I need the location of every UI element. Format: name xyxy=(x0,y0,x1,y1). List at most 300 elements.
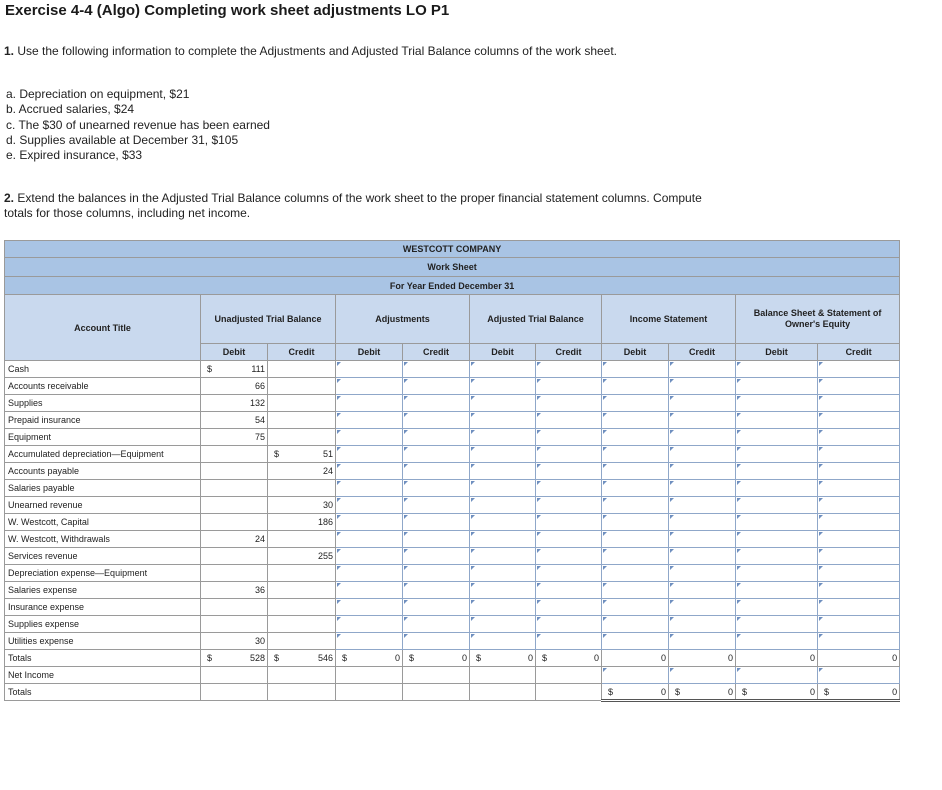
adjustment-debit-input[interactable] xyxy=(336,429,403,446)
unadjusted-tb-header: Unadjusted Trial Balance xyxy=(201,295,336,344)
final-total-value: 0 xyxy=(892,686,898,697)
balance-credit-input[interactable] xyxy=(818,599,900,616)
empty-cell xyxy=(268,684,336,701)
unadjusted-credit-amount: 30 xyxy=(322,500,333,510)
adjusted-credit-input[interactable] xyxy=(536,446,602,463)
adjusted-credit-input[interactable] xyxy=(536,582,602,599)
empty-cell xyxy=(403,667,470,684)
final-total xyxy=(602,684,669,701)
balance-debit-input[interactable] xyxy=(736,548,818,565)
adjustment-credit-input[interactable] xyxy=(403,599,470,616)
adjusted-credit-input[interactable] xyxy=(536,633,602,650)
unadjusted-debit-value xyxy=(201,480,268,497)
table-row xyxy=(5,531,900,548)
income-debit-input[interactable] xyxy=(602,531,669,548)
balance-debit-input[interactable] xyxy=(736,599,818,616)
balance-debit-input[interactable] xyxy=(736,446,818,463)
adjustment-debit-input[interactable] xyxy=(336,633,403,650)
empty-cell xyxy=(268,667,336,684)
credit-column-header: Credit xyxy=(268,344,336,361)
adjustment-credit-input[interactable] xyxy=(403,480,470,497)
unadjusted-credit-value xyxy=(268,480,336,497)
adjustment-debit-input[interactable] xyxy=(336,412,403,429)
adjusted-debit-input[interactable] xyxy=(470,531,536,548)
table-row xyxy=(5,514,900,531)
income-credit-input[interactable] xyxy=(669,480,736,497)
question-1-text: Use the following information to complete the Adjustments and Adjusted Trial Balance columns of the work sheet. xyxy=(14,44,618,58)
account-name: W. Westcott, Withdrawals xyxy=(5,531,201,548)
column-total-value: 0 xyxy=(593,653,599,663)
column-total-value: 0 xyxy=(809,653,815,663)
account-name: Services revenue xyxy=(5,548,201,565)
adjustment-credit-input[interactable] xyxy=(403,633,470,650)
empty-cell xyxy=(536,667,602,684)
adjustment-debit-input[interactable] xyxy=(336,514,403,531)
unadjusted-debit-value xyxy=(201,514,268,531)
adjusted-debit-input[interactable] xyxy=(470,633,536,650)
income-debit-input[interactable] xyxy=(602,582,669,599)
credit-column-header: Credit xyxy=(818,344,900,361)
unadjusted-debit-amount: 24 xyxy=(254,534,265,544)
final-totals-label: Totals xyxy=(5,684,201,701)
balance-credit-input[interactable] xyxy=(818,463,900,480)
unadjusted-credit-value xyxy=(268,616,336,633)
unadjusted-credit-value xyxy=(268,446,336,463)
table-row xyxy=(5,548,900,565)
net-income-row xyxy=(5,667,900,684)
column-total xyxy=(536,650,602,667)
balance-credit-input[interactable] xyxy=(818,429,900,446)
adjustment-credit-input[interactable] xyxy=(403,514,470,531)
income-statement-header: Income Statement xyxy=(602,295,736,344)
final-total-value: 0 xyxy=(809,686,815,697)
unadjusted-debit-value xyxy=(201,463,268,480)
column-total-value: 0 xyxy=(660,653,666,663)
balance-credit-input[interactable] xyxy=(818,412,900,429)
adjusted-credit-input[interactable] xyxy=(536,565,602,582)
account-name: Cash xyxy=(5,361,201,378)
unadjusted-credit-value xyxy=(268,565,336,582)
adjustment-debit-input[interactable] xyxy=(336,616,403,633)
dollar-sign: $ xyxy=(274,449,280,459)
unadjusted-debit-value xyxy=(201,378,268,395)
unadjusted-debit-amount: 75 xyxy=(254,432,265,442)
balance-debit-input[interactable] xyxy=(736,463,818,480)
column-total-value: 0 xyxy=(892,653,898,663)
dollar-sign: $ xyxy=(542,653,548,663)
adjusted-credit-input[interactable] xyxy=(536,395,602,412)
unadjusted-debit-amount: 54 xyxy=(254,415,265,425)
adjusted-debit-input[interactable] xyxy=(470,548,536,565)
adjusted-debit-input[interactable] xyxy=(470,565,536,582)
unadjusted-debit-value xyxy=(201,412,268,429)
table-row xyxy=(5,378,900,395)
table-row xyxy=(5,361,900,378)
income-debit-input[interactable] xyxy=(602,548,669,565)
unadjusted-credit-value xyxy=(268,412,336,429)
adjustment-debit-input[interactable] xyxy=(336,548,403,565)
adjusted-credit-input[interactable] xyxy=(536,531,602,548)
account-name: Utilities expense xyxy=(5,633,201,650)
unadjusted-credit-value xyxy=(268,497,336,514)
adjustment-debit-input[interactable] xyxy=(336,531,403,548)
unadjusted-debit-amount: 30 xyxy=(254,636,265,646)
final-total-value: 0 xyxy=(727,686,733,697)
unadjusted-credit-value xyxy=(268,463,336,480)
credit-column-header: Credit xyxy=(669,344,736,361)
balance-debit-input[interactable] xyxy=(736,582,818,599)
balance-sheet-header: Balance Sheet & Statement of Owner's Equity xyxy=(736,295,900,344)
debit-column-header: Debit xyxy=(201,344,268,361)
adjusted-debit-input[interactable] xyxy=(470,599,536,616)
unadjusted-debit-value xyxy=(201,582,268,599)
page-title: Exercise 4-4 (Algo) Completing work sheet adjustments LO P1 xyxy=(5,2,450,19)
work-sheet-table xyxy=(4,240,900,702)
column-total-value: 546 xyxy=(317,653,333,663)
unadjusted-debit-value xyxy=(201,361,268,378)
income-credit-input[interactable] xyxy=(669,463,736,480)
question-1-number: 1. xyxy=(4,44,15,58)
table-row xyxy=(5,463,900,480)
dollar-sign: $ xyxy=(824,687,830,697)
income-debit-input[interactable] xyxy=(602,446,669,463)
adjusted-credit-input[interactable] xyxy=(536,361,602,378)
table-row xyxy=(5,395,900,412)
account-name: Equipment xyxy=(5,429,201,446)
balance-credit-input[interactable] xyxy=(818,633,900,650)
balance-debit-input[interactable] xyxy=(736,361,818,378)
debit-column-header: Debit xyxy=(336,344,403,361)
income-credit-input[interactable] xyxy=(669,361,736,378)
adjustment-debit-input[interactable] xyxy=(336,599,403,616)
unadjusted-debit-value xyxy=(201,395,268,412)
totals-row xyxy=(5,650,900,667)
income-debit-input[interactable] xyxy=(602,599,669,616)
empty-cell xyxy=(336,667,403,684)
adjustment-debit-input[interactable] xyxy=(336,480,403,497)
adjusted-credit-input[interactable] xyxy=(536,497,602,514)
balance-debit-input[interactable] xyxy=(736,514,818,531)
adjusted-credit-input[interactable] xyxy=(536,548,602,565)
dollar-sign: $ xyxy=(207,364,213,374)
net-income-input[interactable] xyxy=(818,667,900,684)
income-debit-input[interactable] xyxy=(602,514,669,531)
dollar-sign: $ xyxy=(608,687,614,697)
account-name: Supplies expense xyxy=(5,616,201,633)
adjusted-debit-input[interactable] xyxy=(470,446,536,463)
adjusted-debit-input[interactable] xyxy=(470,395,536,412)
unadjusted-credit-value xyxy=(268,514,336,531)
income-credit-input[interactable] xyxy=(669,412,736,429)
account-title-header: Account Title xyxy=(5,295,201,361)
adjusted-debit-input[interactable] xyxy=(470,429,536,446)
unadjusted-debit-value xyxy=(201,633,268,650)
income-debit-input[interactable] xyxy=(602,361,669,378)
column-total-value: 0 xyxy=(527,653,533,663)
income-credit-input[interactable] xyxy=(669,633,736,650)
unadjusted-debit-value xyxy=(201,548,268,565)
income-debit-input[interactable] xyxy=(602,429,669,446)
income-credit-input[interactable] xyxy=(669,378,736,395)
final-total xyxy=(818,684,900,701)
balance-debit-input[interactable] xyxy=(736,531,818,548)
dollar-sign: $ xyxy=(742,687,748,697)
account-name: Supplies xyxy=(5,395,201,412)
adjustment-credit-input[interactable] xyxy=(403,548,470,565)
income-credit-input[interactable] xyxy=(669,565,736,582)
table-row xyxy=(5,599,900,616)
dollar-sign: $ xyxy=(409,653,415,663)
income-credit-input[interactable] xyxy=(669,497,736,514)
income-credit-input[interactable] xyxy=(669,395,736,412)
adjusted-credit-input[interactable] xyxy=(536,463,602,480)
income-debit-input[interactable] xyxy=(602,616,669,633)
unadjusted-credit-amount: 24 xyxy=(322,466,333,476)
empty-cell xyxy=(403,684,470,701)
adjustment-info-list xyxy=(6,87,270,163)
adjusted-debit-input[interactable] xyxy=(470,412,536,429)
adjustment-credit-input[interactable] xyxy=(403,361,470,378)
info-item: c. The $30 of unearned revenue has been earned xyxy=(6,117,270,132)
balance-credit-input[interactable] xyxy=(818,514,900,531)
balance-debit-input[interactable] xyxy=(736,395,818,412)
column-total xyxy=(403,650,470,667)
column-total xyxy=(201,650,268,667)
unadjusted-credit-value xyxy=(268,378,336,395)
income-credit-input[interactable] xyxy=(669,429,736,446)
account-name: Accumulated depreciation—Equipment xyxy=(5,446,201,463)
unadjusted-credit-value xyxy=(268,633,336,650)
balance-credit-input[interactable] xyxy=(818,582,900,599)
empty-cell xyxy=(470,684,536,701)
adjusted-debit-input[interactable] xyxy=(470,361,536,378)
income-credit-input[interactable] xyxy=(669,531,736,548)
table-row xyxy=(5,565,900,582)
income-debit-input[interactable] xyxy=(602,480,669,497)
adjusted-credit-input[interactable] xyxy=(536,429,602,446)
adjustment-credit-input[interactable] xyxy=(403,429,470,446)
unadjusted-debit-amount: 66 xyxy=(254,381,265,391)
sheet-name: Work Sheet xyxy=(5,258,900,277)
balance-debit-input[interactable] xyxy=(736,616,818,633)
balance-credit-input[interactable] xyxy=(818,548,900,565)
table-row xyxy=(5,633,900,650)
adjusted-debit-input[interactable] xyxy=(470,616,536,633)
sheet-period: For Year Ended December 31 xyxy=(5,277,900,295)
question-1 xyxy=(4,44,617,58)
unadjusted-debit-value xyxy=(201,497,268,514)
account-name: Accounts payable xyxy=(5,463,201,480)
totals-label: Totals xyxy=(5,650,201,667)
adjustment-debit-input[interactable] xyxy=(336,361,403,378)
final-total xyxy=(669,684,736,701)
unadjusted-credit-value xyxy=(268,531,336,548)
column-total-value: 0 xyxy=(461,653,467,663)
info-item: a. Depreciation on equipment, $21 xyxy=(6,87,190,101)
credit-column-header: Credit xyxy=(536,344,602,361)
income-debit-input[interactable] xyxy=(602,378,669,395)
dollar-sign: $ xyxy=(342,653,348,663)
column-total-value: 528 xyxy=(249,653,265,663)
balance-debit-input[interactable] xyxy=(736,497,818,514)
account-name: Depreciation expense—Equipment xyxy=(5,565,201,582)
adjustment-credit-input[interactable] xyxy=(403,378,470,395)
adjustment-credit-input[interactable] xyxy=(403,531,470,548)
info-item: b. Accrued salaries, $24 xyxy=(6,102,135,117)
account-name: Accounts receivable xyxy=(5,378,201,395)
balance-debit-input[interactable] xyxy=(736,480,818,497)
adjustment-credit-input[interactable] xyxy=(403,463,470,480)
adjusted-credit-input[interactable] xyxy=(536,378,602,395)
balance-credit-input[interactable] xyxy=(818,395,900,412)
dollar-sign: $ xyxy=(675,687,681,697)
balance-debit-input[interactable] xyxy=(736,633,818,650)
unadjusted-credit-value xyxy=(268,548,336,565)
adjustment-credit-input[interactable] xyxy=(403,565,470,582)
unadjusted-debit-value xyxy=(201,599,268,616)
final-totals-row xyxy=(5,684,900,701)
adjustment-credit-input[interactable] xyxy=(403,497,470,514)
adjusted-credit-input[interactable] xyxy=(536,599,602,616)
empty-cell xyxy=(201,684,268,701)
column-total xyxy=(736,650,818,667)
account-name: Insurance expense xyxy=(5,599,201,616)
unadjusted-credit-amount: 186 xyxy=(317,517,333,527)
final-total-value: 0 xyxy=(660,686,666,697)
column-total xyxy=(336,650,403,667)
income-debit-input[interactable] xyxy=(602,633,669,650)
net-income-label: Net Income xyxy=(5,667,201,684)
unadjusted-debit-amount: 132 xyxy=(249,398,265,408)
adjustment-debit-input[interactable] xyxy=(336,446,403,463)
adjustment-debit-input[interactable] xyxy=(336,497,403,514)
account-name: Unearned revenue xyxy=(5,497,201,514)
company-name: WESTCOTT COMPANY xyxy=(5,241,900,258)
credit-column-header: Credit xyxy=(403,344,470,361)
adjusted-credit-input[interactable] xyxy=(536,616,602,633)
unadjusted-credit-value xyxy=(268,582,336,599)
column-total xyxy=(602,650,669,667)
unadjusted-debit-value xyxy=(201,565,268,582)
adjusted-debit-input[interactable] xyxy=(470,514,536,531)
unadjusted-debit-value xyxy=(201,616,268,633)
unadjusted-credit-value xyxy=(268,599,336,616)
column-total-value: 0 xyxy=(727,653,733,663)
dollar-sign: $ xyxy=(274,653,280,663)
adjustment-debit-input[interactable] xyxy=(336,582,403,599)
empty-cell xyxy=(536,684,602,701)
balance-credit-input[interactable] xyxy=(818,446,900,463)
adjusted-debit-input[interactable] xyxy=(470,582,536,599)
income-debit-input[interactable] xyxy=(602,463,669,480)
adjustment-debit-input[interactable] xyxy=(336,395,403,412)
income-credit-input[interactable] xyxy=(669,514,736,531)
income-credit-input[interactable] xyxy=(669,582,736,599)
account-name: Prepaid insurance xyxy=(5,412,201,429)
income-debit-input[interactable] xyxy=(602,395,669,412)
question-2-text-line1: Extend the balances in the Adjusted Trial Balance columns of the work sheet to the proper financial statement columns. Compute xyxy=(14,191,702,205)
empty-cell xyxy=(470,667,536,684)
adjusted-credit-input[interactable] xyxy=(536,480,602,497)
adjustment-credit-input[interactable] xyxy=(403,616,470,633)
info-item: d. Supplies available at December 31, $105 xyxy=(6,132,239,147)
adjusted-debit-input[interactable] xyxy=(470,463,536,480)
unadjusted-credit-amount: 51 xyxy=(322,449,333,459)
balance-debit-input[interactable] xyxy=(736,378,818,395)
balance-credit-input[interactable] xyxy=(818,378,900,395)
balance-debit-input[interactable] xyxy=(736,429,818,446)
final-total xyxy=(736,684,818,701)
income-credit-input[interactable] xyxy=(669,599,736,616)
adjusted-credit-input[interactable] xyxy=(536,514,602,531)
adjustment-credit-input[interactable] xyxy=(403,412,470,429)
account-name: Salaries expense xyxy=(5,582,201,599)
income-debit-input[interactable] xyxy=(602,565,669,582)
adjusted-tb-header: Adjusted Trial Balance xyxy=(470,295,602,344)
table-row xyxy=(5,480,900,497)
net-income-input[interactable] xyxy=(736,667,818,684)
adjustment-debit-input[interactable] xyxy=(336,565,403,582)
balance-credit-input[interactable] xyxy=(818,497,900,514)
question-2-text-line2: totals for those columns, including net income. xyxy=(4,206,251,220)
column-total xyxy=(470,650,536,667)
unadjusted-debit-value xyxy=(201,446,268,463)
adjusted-debit-input[interactable] xyxy=(470,480,536,497)
account-name: Salaries payable xyxy=(5,480,201,497)
column-total xyxy=(268,650,336,667)
adjustment-debit-input[interactable] xyxy=(336,463,403,480)
column-total-value: 0 xyxy=(394,653,400,663)
income-credit-input[interactable] xyxy=(669,548,736,565)
net-income-input[interactable] xyxy=(669,667,736,684)
adjusted-credit-input[interactable] xyxy=(536,412,602,429)
unadjusted-debit-amount: 111 xyxy=(251,364,265,374)
income-credit-input[interactable] xyxy=(669,446,736,463)
empty-cell xyxy=(201,667,268,684)
income-credit-input[interactable] xyxy=(669,616,736,633)
question-2-number: 2. xyxy=(4,191,15,205)
debit-column-header: Debit xyxy=(602,344,669,361)
unadjusted-credit-value xyxy=(268,395,336,412)
debit-column-header: Debit xyxy=(470,344,536,361)
balance-credit-input[interactable] xyxy=(818,361,900,378)
balance-debit-input[interactable] xyxy=(736,565,818,582)
income-debit-input[interactable] xyxy=(602,497,669,514)
balance-credit-input[interactable] xyxy=(818,480,900,497)
table-row xyxy=(5,446,900,463)
adjustment-credit-input[interactable] xyxy=(403,446,470,463)
adjustments-header: Adjustments xyxy=(336,295,470,344)
balance-credit-input[interactable] xyxy=(818,531,900,548)
adjusted-debit-input[interactable] xyxy=(470,497,536,514)
account-name: W. Westcott, Capital xyxy=(5,514,201,531)
column-total xyxy=(818,650,900,667)
balance-credit-input[interactable] xyxy=(818,565,900,582)
adjustment-credit-input[interactable] xyxy=(403,395,470,412)
net-income-input[interactable] xyxy=(602,667,669,684)
column-total xyxy=(669,650,736,667)
empty-cell xyxy=(336,684,403,701)
adjusted-debit-input[interactable] xyxy=(470,378,536,395)
balance-debit-input[interactable] xyxy=(736,412,818,429)
adjustment-credit-input[interactable] xyxy=(403,582,470,599)
debit-column-header: Debit xyxy=(736,344,818,361)
unadjusted-credit-amount: 255 xyxy=(317,551,333,561)
adjustment-debit-input[interactable] xyxy=(336,378,403,395)
income-debit-input[interactable] xyxy=(602,412,669,429)
balance-credit-input[interactable] xyxy=(818,616,900,633)
table-row xyxy=(5,429,900,446)
